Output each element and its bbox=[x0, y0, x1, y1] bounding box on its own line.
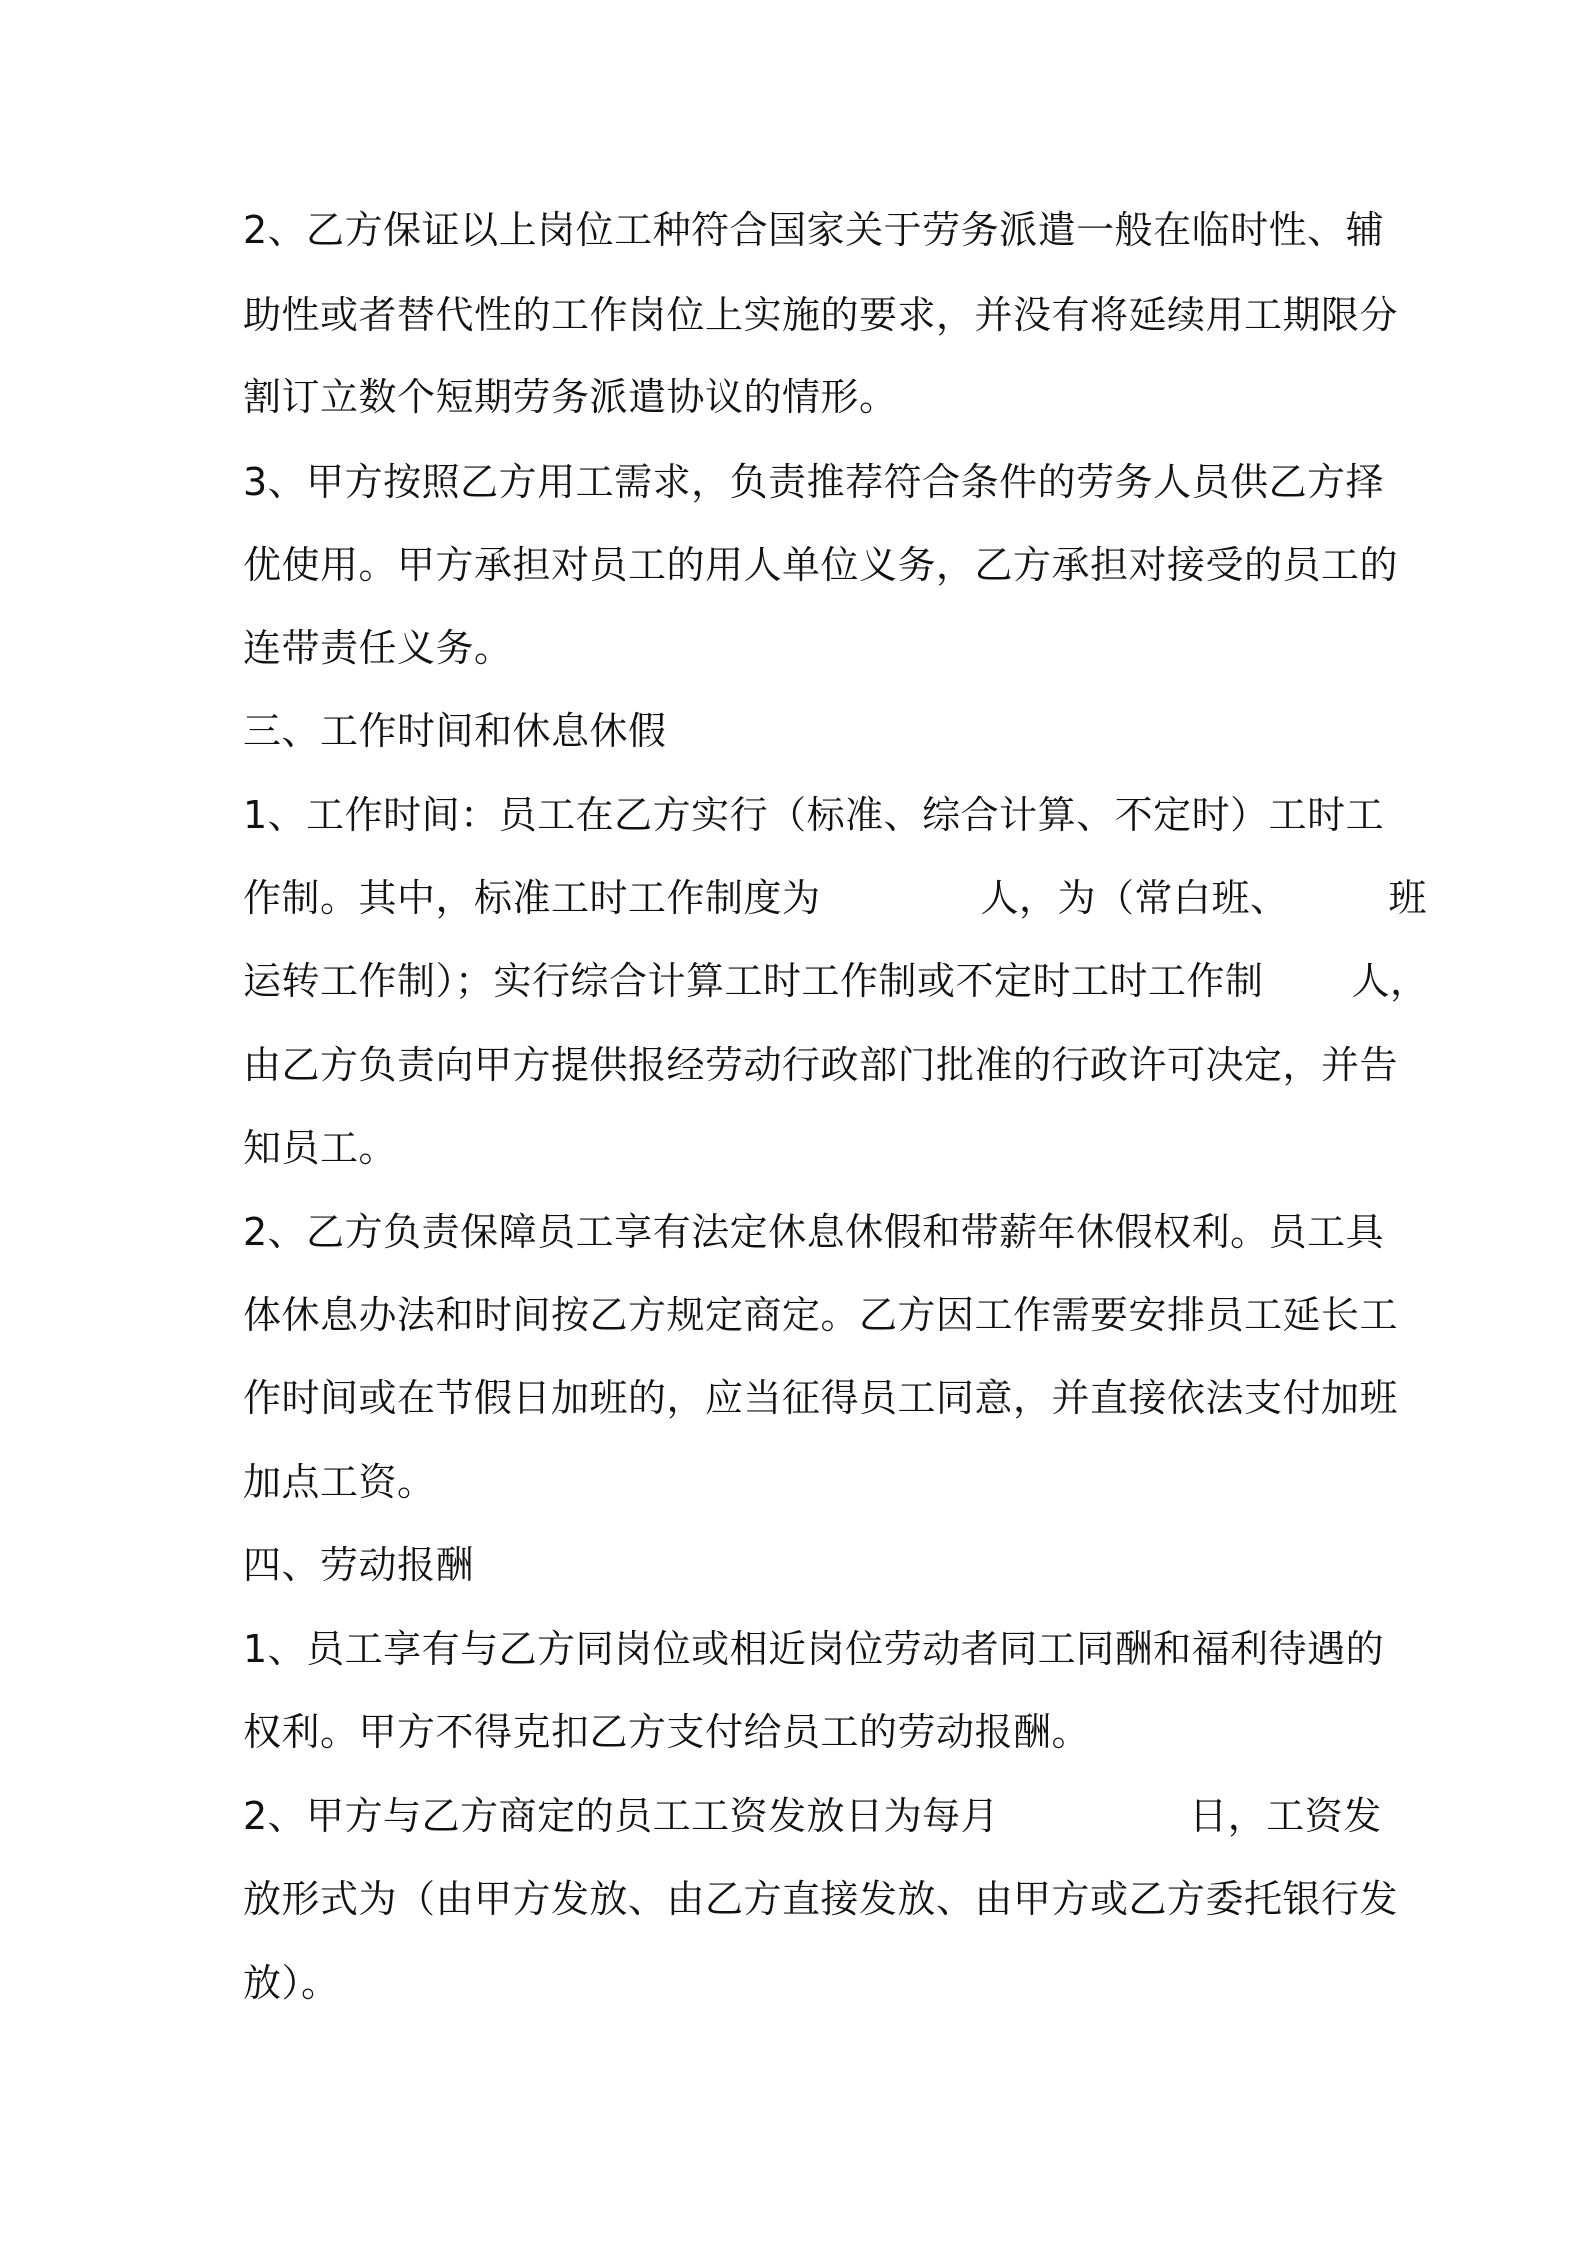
clause-2-2-line-3: 割订立数个短期劳务派遣协议的情形。 bbox=[243, 375, 898, 419]
clause-3-2-line-4: 加点工资。 bbox=[243, 1460, 436, 1504]
clause-4-2-line-2: 放形式为（由甲方发放、由乙方直接发放、由甲方或乙方委托银行发 bbox=[243, 1877, 1399, 1921]
clause-2-2-line-2: 助性或者替代性的工作岗位上实施的要求，并没有将延续用工期限分 bbox=[243, 293, 1399, 337]
clause-3-1-line-2 bbox=[243, 873, 1428, 923]
clause-3-1-line-2-text-b: 人，为（常白班、 bbox=[980, 876, 1289, 920]
clause-3-2-line-3: 作时间或在节假日加班的，应当征得员工同意，并直接依法支付加班 bbox=[243, 1376, 1399, 1420]
clause-3-2-line-1: 2、乙方负责保障员工享有法定休息休假和带薪年休假权利。员工具 bbox=[243, 1210, 1385, 1254]
section-4-heading: 四、劳动报酬 bbox=[243, 1543, 475, 1587]
clause-4-1-line-1: 1、员工享有与乙方同岗位或相近岗位劳动者同工同酬和福利待遇的 bbox=[243, 1627, 1385, 1671]
clause-3-1-line-2-text-a: 作制。其中，标准工时工作制度为 bbox=[243, 876, 821, 920]
clause-3-1-line-4: 由乙方负责向甲方提供报经劳动行政部门批准的行政许可决定，并告 bbox=[243, 1043, 1399, 1087]
clause-4-2-line-1-text-b: 日，工资发 bbox=[1189, 1794, 1382, 1838]
clause-2-2-line-1: 2、乙方保证以上岗位工种符合国家关于劳务派遣一般在临时性、辅 bbox=[243, 208, 1385, 252]
clause-3-1-line-1: 1、工作时间：员工在乙方实行（标准、综合计算、不定时）工时工 bbox=[243, 793, 1385, 837]
clause-3-1-line-3-text-b: 人， bbox=[1351, 959, 1429, 1003]
clause-3-2-line-2: 体休息办法和时间按乙方规定商定。乙方因工作需要安排员工延长工 bbox=[243, 1293, 1399, 1337]
section-3-heading: 三、工作时间和休息休假 bbox=[243, 709, 667, 753]
clause-3-1-line-5: 知员工。 bbox=[243, 1126, 398, 1170]
clause-4-1-line-2: 权利。甲方不得克扣乙方支付给员工的劳动报酬。 bbox=[243, 1710, 1091, 1754]
clause-3-1-line-3-text-a: 运转工作制）；实行综合计算工时工作制或不定时工时工作制 bbox=[243, 959, 1264, 1003]
clause-4-2-line-3: 放）。 bbox=[243, 1961, 340, 2005]
clause-2-3-line-2: 优使用。甲方承担对员工的用人单位义务，乙方承担对接受的员工的 bbox=[243, 543, 1399, 587]
clause-3-1-line-2-text-c: 班 bbox=[1388, 876, 1428, 920]
clause-2-3-line-3: 连带责任义务。 bbox=[243, 626, 513, 670]
clause-3-1-line-3 bbox=[243, 956, 1429, 1006]
clause-4-2-line-1 bbox=[243, 1791, 1382, 1841]
clause-2-3-line-1: 3、甲方按照乙方用工需求，负责推荐符合条件的劳务人员供乙方择 bbox=[243, 460, 1385, 504]
clause-4-2-line-1-text-a: 2、甲方与乙方商定的员工工资发放日为每月 bbox=[243, 1794, 1000, 1838]
